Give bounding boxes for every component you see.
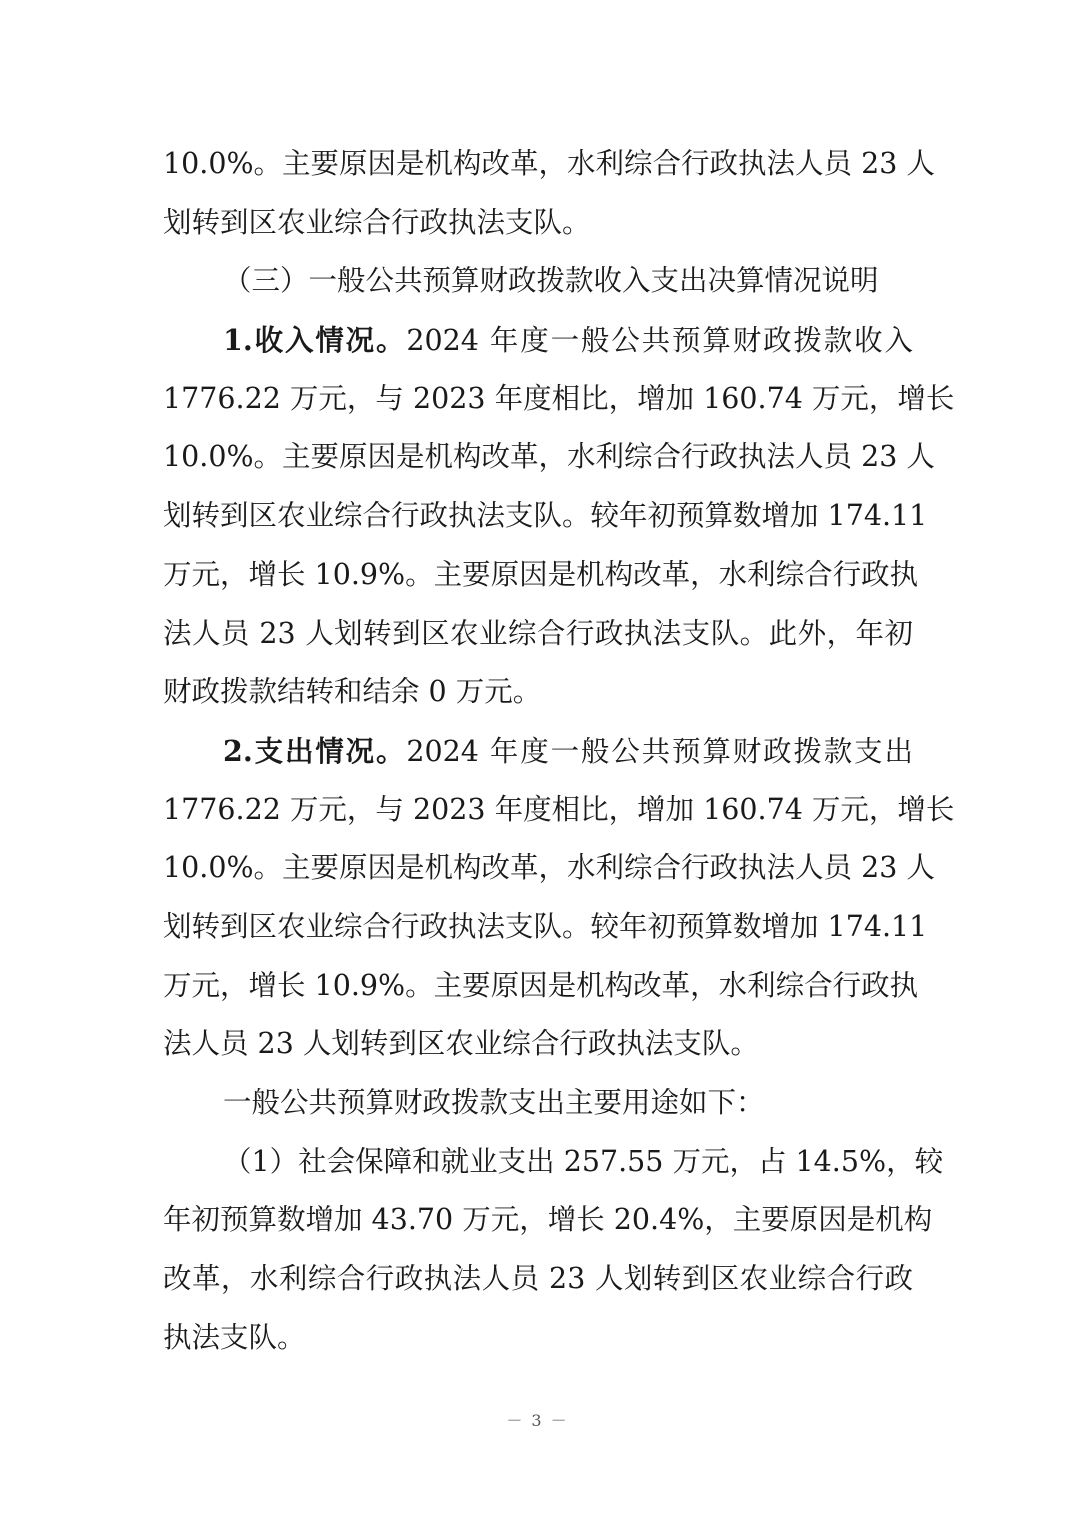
text-line: 执法支队。 xyxy=(163,1320,306,1354)
text-line: 法人员 23 人划转到区农业综合行政执法支队。 xyxy=(163,1027,759,1061)
text-line: 改革，水利综合行政执法人员 23 人划转到区农业综合行政 xyxy=(163,1262,913,1296)
text-line: 划转到区农业综合行政执法支队。 xyxy=(163,205,591,239)
text-line: 划转到区农业综合行政执法支队。较年初预算数增加 174.11 xyxy=(163,499,928,533)
paragraph-usage-intro xyxy=(163,1074,913,1133)
page-number: － 3 － xyxy=(506,1411,569,1430)
document-body xyxy=(163,135,955,1367)
text-line: 财政拨款结转和结余 0 万元。 xyxy=(163,675,542,709)
section-heading xyxy=(163,252,913,311)
text-line xyxy=(163,311,913,370)
text-line: 法人员 23 人划转到区农业综合行政执法支队。此外，年初 xyxy=(163,616,913,650)
text-line xyxy=(163,722,913,781)
heading-text: （三）一般公共预算财政拨款收入支出决算情况说明 xyxy=(223,264,879,298)
paragraph-income xyxy=(163,311,955,722)
income-lead: 1.收入情况。 xyxy=(223,323,407,358)
text-line: 1776.22 万元，与 2023 年度相比，增加 160.74 万元，增长 xyxy=(163,792,955,826)
text-segment: 2024 年度一般公共预算财政拨款收入 xyxy=(406,324,913,358)
text-line: 10.0%。主要原因是机构改革，水利综合行政执法人员 23 人 xyxy=(163,440,935,474)
paragraph-expenditure xyxy=(163,722,955,1074)
text-line: 1776.22 万元，与 2023 年度相比，增加 160.74 万元，增长 xyxy=(163,381,955,415)
text-line: 年初预算数增加 43.70 万元，增长 20.4%，主要原因是机构 xyxy=(163,1203,933,1237)
paragraph-continuation xyxy=(163,135,935,252)
text-line: 万元，增长 10.9%。主要原因是机构改革，水利综合行政执 xyxy=(163,557,919,591)
text-line: 10.0%。主要原因是机构改革，水利综合行政执法人员 23 人 xyxy=(163,147,935,180)
text-line: 划转到区农业综合行政执法支队。较年初预算数增加 174.11 xyxy=(163,909,928,943)
text-line: 万元，增长 10.9%。主要原因是机构改革，水利综合行政执 xyxy=(163,968,919,1002)
paragraph-item-social-security xyxy=(163,1133,944,1368)
text-line: （1）社会保障和就业支出 257.55 万元，占 14.5%，较 xyxy=(223,1144,944,1178)
text-line: 一般公共预算财政拨款支出主要用途如下： xyxy=(223,1086,765,1119)
text-segment: 2024 年度一般公共预算财政拨款支出 xyxy=(406,734,913,768)
expenditure-lead: 2.支出情况。 xyxy=(223,733,407,768)
text-line: 10.0%。主要原因是机构改革，水利综合行政执法人员 23 人 xyxy=(163,851,935,885)
